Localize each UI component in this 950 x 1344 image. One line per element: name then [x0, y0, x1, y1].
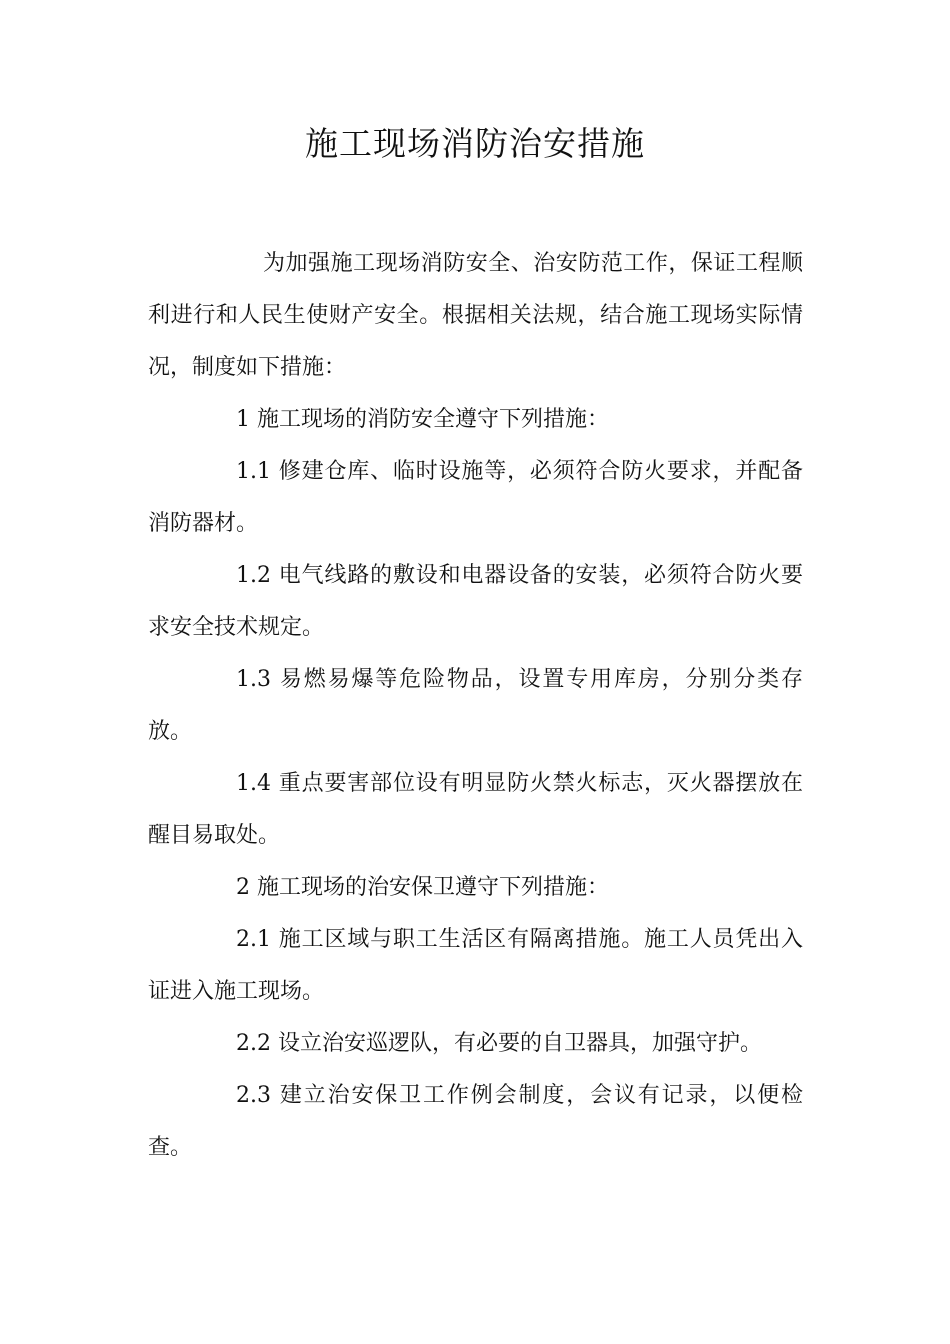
- paragraph-2-1: 2.1 施工区域与职工生活区有隔离措施。施工人员凭出入证进入施工现场。: [148, 927, 803, 1004]
- document-title: 施工现场消防治安措施: [305, 124, 645, 163]
- paragraph-section-2-heading: 2 施工现场的治安保卫遵守下列措施：: [236, 875, 609, 900]
- paragraph-1-2: 1.2 电气线路的敷设和电器设备的安装，必须符合防火要求安全技术规定。: [148, 563, 803, 640]
- paragraph-2-2: 2.2 设立治安巡逻队，有必要的自卫器具，加强守护。: [236, 1031, 762, 1056]
- paragraph-section-1-heading: 1 施工现场的消防安全遵守下列措施：: [236, 407, 609, 432]
- paragraph-1-3: 1.3 易燃易爆等危险物品，设置专用库房，分别分类存放。: [148, 667, 803, 744]
- paragraph-intro: 为加强施工现场消防安全、治安防范工作，保证工程顺利进行和人民生使财产安全。根据相关法规，结合施工现场实际情况，制度如下措施：: [148, 251, 803, 380]
- paragraph-2-3: 2.3 建立治安保卫工作例会制度，会议有记录，以便检查。: [148, 1083, 803, 1160]
- document-body: [148, 238, 803, 1174]
- paragraph-1-1: 1.1 修建仓库、临时设施等，必须符合防火要求，并配备消防器材。: [148, 459, 803, 536]
- paragraph-1-4: 1.4 重点要害部位设有明显防火禁火标志，灭火器摆放在醒目易取处。: [148, 771, 803, 848]
